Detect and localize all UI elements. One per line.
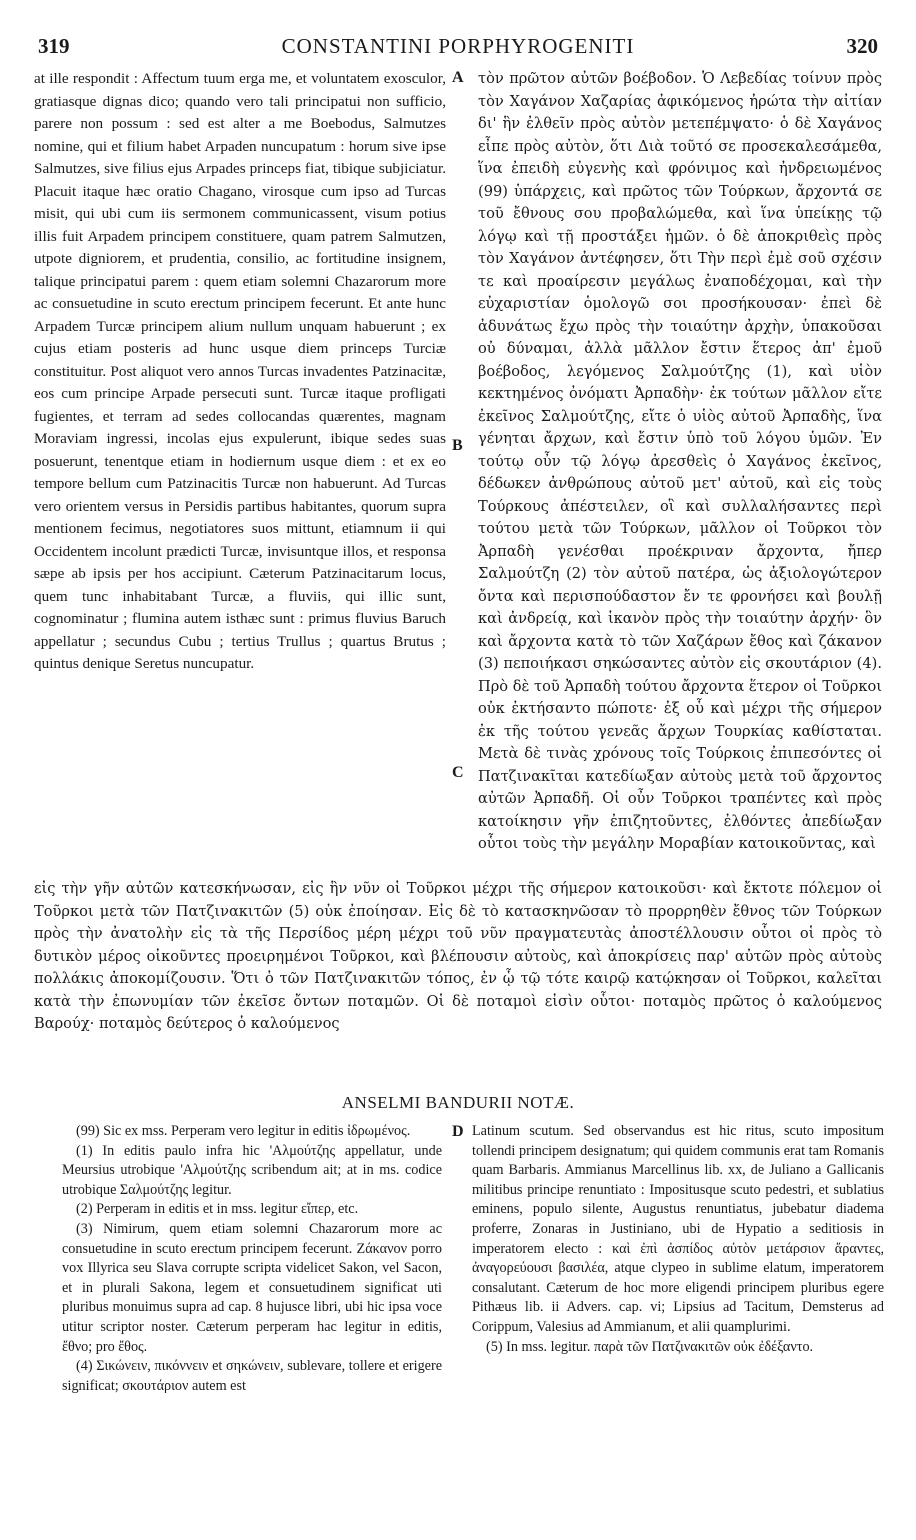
note-1: (1) In editis paulo infra hic 'Αλμούτζης appellatur, unde Meursius utrobique 'Αλμούτζης scribendum ait; at in ms. codice utrobique Σαλμούτζης legitur. xyxy=(62,1142,442,1198)
page-number-right: 320 xyxy=(846,34,878,58)
marker-c: C xyxy=(452,764,464,781)
marker-b: B xyxy=(452,437,463,454)
page-number-left: 319 xyxy=(38,34,70,58)
note-99: (99) Sic ex mss. Perperam vero legitur in editis ἰδρωμένος. xyxy=(76,1123,411,1139)
greek-column xyxy=(478,68,882,856)
note-5: (5) In mss. legitur. παρὰ τῶν Πατζινακιτῶν οὐκ ἐδέξαντο. xyxy=(486,1338,814,1355)
note-3: (3) Nimirum, quem etiam solemni Chazarorum more ac consuetudine in scuto erectum principem fecerunt. Ζάκανον porro vox Illyrica seu Slava corrupte scripta videlicet Sakon, vel Sacon, et in plurali Sakona, legem et consuetudinem significat uti pluribus monuimus supra ad cap. 8 hujusce libri, ubi hic ipsa voce utitur scriptor noster. Cæterum perperam hac legitur in editis, ἔθνο; pro ἔθος. xyxy=(62,1220,442,1355)
greek-continuation: εἰς τὴν γῆν αὐτῶν κατεσκήνωσαν, εἰς ἣν νῦν οἱ Τοῦρκοι μέχρι τῆς σήμερον κατοικοῦσι· καὶ ἔκτοτε πόλεμον οἱ Τοῦρκοι μετὰ τῶν Πατζινακιτῶν (5) οὐκ ἐποίησαν. Εἰς δὲ τὸ κατασκηνῶσαν τὸ προρρηθὲν ἔθνος τῶν Τούρκων πρὸς τὴν ἀνατολὴν εἰς τὰ τῆς Περσίδος μέρη μέχρι τοῦ νῦν πραγματευτὰς ἀποστέλλουσιν οὗτοι οἱ πρὸς τὸ δυτικὸν μέρος οἰκοῦντες προειρημένοι Τοῦρκοι, καὶ βλέπουσιν αὐτοὺς, καὶ ἀποκρίσεις παρ' αὐτῶν πρὸς αὐτοὺς πολλάκις ἀποκομίζουσιν. Ὅτι ὁ τῶν Πατζινακιτῶν τόπος, ἐν ᾧ τῷ τότε καιρῷ κατῴκησαν οἱ Τοῦρκοι, καλεῖται κατὰ τὴν ἐπωνυμίαν τῶν ἐκεῖσε ὄντων ποταμῶν. Οἱ δὲ ποταμοὶ εἰσὶν οὗτοι· ποταμὸς πρῶτος ὁ καλούμενος Βαρούχ· ποταμὸς δεύτερος ὁ καλούμενος xyxy=(34,880,882,1032)
marker-a: A xyxy=(452,69,464,86)
notes-title: ANSELMI BANDURII NOTÆ. xyxy=(341,1093,575,1112)
latin-column xyxy=(34,68,446,676)
greek-text: τὸν πρῶτον αὐτῶν βοέβοδον. Ὁ Λεβεδίας τοίνυν πρὸς τὸν Χαγάνον Χαζαρίας ἀφικόμενος ἠρώτα τὴν αἰτίαν δι' ἣν ἐλθεῖν πρὸς αὐτὸν μετεπέμψατο· ὁ δὲ Χαγάνος εἶπε πρὸς αὐτὸν, ὅτι Διὰ τοῦτό σε προσεκαλεσάμεθα, ἵνα ἐπειδὴ εὐγενὴς καὶ φρόνιμος καὶ ἠνδρειωμένος (99) ὑπάρχεις, καὶ πρῶτος τῶν Τούρκων, ἄρχοντά σε τοῦ ἔθνους σου προβαλώμεθα, καὶ ἵνα ὑπείκῃς τῷ λόγῳ καὶ τῇ προστάξει ἡμῶν. ὁ δὲ ἀποκριθεὶς πρὸς τὸν Χαγάνον ἀντέφησεν, ὅτι Τὴν περὶ ἐμὲ σοῦ σχέσιν τε καὶ προαίρεσιν μεγάλως ἐναποδέχομαι, καὶ τὴν εὐχαριστίαν ὁμολογῶ σοι προσήκουσαν· ἐπεὶ δὲ ἀδυνάτως ἔχω πρὸς τὴν τοιαύτην ἀρχὴν, ὑπακοῦσαι οὐ δύναμαι, ἀλλὰ μᾶλλον ἔστιν ἕτερος ἀπ' ἐμοῦ βοέβοδος, λεγόμενος Σαλμούτζης (1), καὶ υἱὸν κεκτημένος ὀνόματι Ἀρπαδὴν· ἐκ τούτων μᾶλλον εἴτε ἐκεῖνος Σαλμούτζης, εἴτε ὁ υἱὸς αὐτοῦ Ἀρπαδὴς, ἵνα γένηται ἄρχων, καὶ ἔστιν ὑπὸ τοῦ λόγου ὑμῶν. Ἐν τούτῳ οὖν τῷ λόγῳ ἀρεσθεὶς ὁ Χαγάνος ἐκεῖνος, δέδωκεν ἀνθρώπους αὐτοῦ μετ' αὐτοῦ, καὶ εἰς τοὺς Τούρκους ἀπέστειλεν, οἳ καὶ συλλαλήσαντες περὶ τούτου μετὰ τῶν Τούρκων, μᾶλλον οἱ Τοῦρκοι τὸν Ἀρπαδὴ γενέσθαι προέκριναν ἄρχοντα, ἤπερ Σαλμούτζη (2) τὸν αὐτοῦ πατέρα, ὡς ἀξιολογώτερον ὄντα καὶ περισπούδαστον ἔν τε φρονήσει καὶ βουλῇ καὶ ἀνδρείᾳ, καὶ ἱκανὸν πρὸς τὴν τοιαύτην ἀρχήν· ὃν καὶ ἄρχοντα κατὰ τὸ τῶν Χαζάρων ἔθος καὶ ζάκανον (3) πεποιήκασι σηκώσαντες αὐτὸν εἰς σκουτάριον (4). Πρὸ δὲ τοῦ Ἀρπαδὴ τούτου ἄρχοντα ἕτερον οἱ Τοῦρκοι οὐκ ἐκτήσαντο πώποτε· ἐξ οὗ καὶ μέχρι τῆς σήμερον ἐκ τῆς τούτου γενεᾶς ἄρχων Τουρκίας καθίσταται. Μετὰ δὲ τινὰς χρόνους τοῖς Τούρκοις ἐπιπεσόντες οἱ Πατζινακῖται κατεδίωξαν αὐτοὺς μετὰ τοῦ ἄρχοντος αὐτῶν Ἀρπαδῆ. Οἱ οὖν Τοῦρκοι τραπέντες καὶ πρὸς κατοίκησιν γῆν ἐπιζητοῦντες, ἐλθόντες ἀπεδίωξαν οὗτοι τοὺς τὴν μεγάλην Μοραβίαν κατοικοῦντας, καὶ xyxy=(478,70,882,852)
notes-right-column xyxy=(472,1122,884,1357)
running-title: CONSTANTINI PORPHYROGENITI xyxy=(281,34,635,58)
note-4-continuation: Latinum scutum. Sed observandus est hic ritus, scuto impositum tollendi principem designatum; qui quidem communis erat tam Romanis quam Barbaris. Ammianus Marcellinus lib. xx, de Juliano a Gallicanis militibus principe renuntiato : Impositusque scuto pedestri, et sublatius eminens, populo silente, Augustus renuntiatus, jubebatur diadema proferre, Zonaras in Justiniano, ubi de Hypatio a seditiosis in imperatorem electo : καὶ ἐπὶ ἀσπίδος αὐτὸν μετάρσιον ἄραντες, ἀναγορεύουσι βασιλέα, atque clypeo in sublime elatum, imperatorem consalutant. Cæterum de hoc more eligendi principem pluribus egere Pithæus lib. ii Advers. cap. vi; Lipsius ad Tacitum, Demsterus ad Corippum, Valesius ad Ammianum, et alii quamplurimi. xyxy=(472,1123,884,1335)
running-header xyxy=(38,34,878,64)
marker-d: D xyxy=(452,1123,464,1140)
greek-full-width-text xyxy=(34,878,882,1036)
note-2: (2) Perperam in editis et in mss. legitur εἴπερ, etc. xyxy=(76,1201,359,1218)
latin-text: at ille respondit : Affectum tuum erga me, et voluntatem exosculor, gratiasque dignas dico; quando vero tali principatui non sufficio, parere non possum : sed est alter a me Boebodus, Salmutzes nomine, qui et filium habet Arpaden nuncupatum : horum sive ipse Salmutzes, sive filius ejus Arpades princeps fiat, tibique subjiciatur. Placuit itaque hæc oratio Chagano, virosque cum ipso ad Turcas misit, qui ubi cum iis sermonem communicassent, visum potius illis fuit Arpadem principem constituere, quam patrem Salmutzen, utpote digniorem, et prudentia, consilio, ac fortitudine insignem, talique principatui parem : quem etiam solemni Chazarorum more ac consuetudine in scuto erectum principem fecerunt. Et ante hunc Arpadem Turcæ principem alium nullum unquam habuerunt ; ex cujus etiam posteris ad hunc usque diem princeps Turciæ constituitur. Post aliquot vero annos Turcas invadentes Patzinacitæ, eos cum principe Arpade persecuti sunt. Turcæ itaque profligati fugientes, et terram ad sedes collocandas quærentes, magnam Moraviam ingressi, incolas ejus expulerunt, ibique sedes suas posuerunt, tenentque etiam in hodiernum usque diem : et ex eo tempore bellum cum Patzinacitis Turcæ non habuerunt. Ad Turcas vero orientem versus in Persidis partibus habitantes, quorum supra mentionem fecimus, negotiatores suos mittunt, etiamnum ii qui Occidentem incolunt prædicti Turcæ, invisuntque illos, et responsa sæpe ab ipsis per hos accipiunt. Cæterum Patzinacitarum locus, quem tunc inhabitabant Turcæ, a fluviis, qui illic sunt, cognominatur ; flumina autem isthæc sunt : primus fluvius Baruch appellatur ; secundus Cubu ; tertius Trullus ; quartus Brutus ; quintus denique Seretus nuncupatur. xyxy=(34,70,446,672)
note-4: (4) Σικώνειν, πικόννειν et σηκώνειν, sublevare, tollere et erigere significat; σκουτάριον autem est xyxy=(62,1358,442,1394)
notes-left-column xyxy=(62,1122,442,1396)
